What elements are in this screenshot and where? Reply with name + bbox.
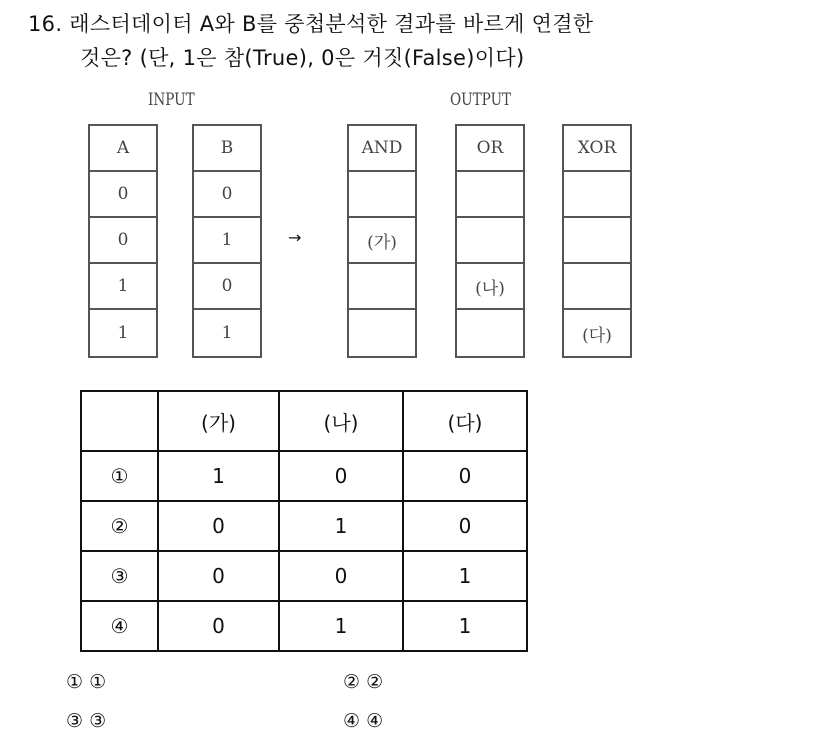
table-cell: 0 [158,501,279,551]
raster-column-or [455,124,525,358]
raster-cell: 1 [221,323,233,343]
raster-cell [349,264,415,310]
answer-option-2[interactable]: ② ② [343,671,384,693]
table-cell: ① [81,451,158,501]
answer-option-1[interactable]: ① ① [66,671,107,693]
raster-cell [564,264,630,310]
table-row [81,451,527,501]
raster-cell: 0 [90,218,156,264]
arrow-icon: → [288,228,302,247]
column-header: OR [457,126,523,172]
raster-cell: (가) [349,218,415,264]
question-line-1: 16. 래스터데이터 A와 B를 중첩분석한 결과를 바르게 연결한 [28,12,594,36]
header-cell: (나) [279,391,403,451]
raster-cell [457,172,523,218]
raster-column-and [347,124,417,358]
answer-option-4[interactable]: ④ ④ [343,710,384,732]
question-line-2: 것은? (단, 1은 참(True), 0은 거짓(False)이다) [80,46,525,70]
raster-column-b [192,124,262,358]
table-cell: 0 [158,551,279,601]
table-row [81,601,527,651]
raster-cell [564,218,630,264]
table-cell: 1 [279,501,403,551]
raster-cell: 0 [194,172,260,218]
table-cell: 1 [403,601,527,651]
header-cell [81,391,158,451]
table-row [81,551,527,601]
table-cell: 0 [403,501,527,551]
table-cell: 1 [403,551,527,601]
raster-cell [564,172,630,218]
raster-cell: 1 [90,264,156,310]
raster-cell [349,172,415,218]
header-cell: (가) [158,391,279,451]
table-cell: 0 [279,551,403,601]
table-cell: ③ [81,551,158,601]
raster-column-a [88,124,158,358]
raster-cell [457,310,523,356]
header-cell: (다) [403,391,527,451]
column-header: XOR [564,126,630,172]
column-header: A [90,126,156,172]
table-cell: 0 [279,451,403,501]
raster-cell: 1 [117,323,129,343]
answer-option-3[interactable]: ③ ③ [66,710,107,732]
raster-cell: (나) [457,264,523,310]
table-cell: ② [81,501,158,551]
table-cell: 0 [403,451,527,501]
raster-cell: 0 [194,264,260,310]
table-cell: 1 [158,451,279,501]
answer-table [80,390,528,652]
input-label: INPUT [148,90,195,110]
raster-column-xor [562,124,632,358]
raster-cell [349,310,415,356]
raster-cell: (다) [582,325,612,346]
raster-cell: 1 [194,218,260,264]
raster-cell: 0 [90,172,156,218]
table-cell: 0 [158,601,279,651]
output-label: OUTPUT [450,90,512,110]
column-header: B [194,126,260,172]
table-row [81,501,527,551]
table-cell: ④ [81,601,158,651]
table-header-row [81,391,527,451]
table-cell: 1 [279,601,403,651]
column-header: AND [349,126,415,172]
raster-cell [457,218,523,264]
